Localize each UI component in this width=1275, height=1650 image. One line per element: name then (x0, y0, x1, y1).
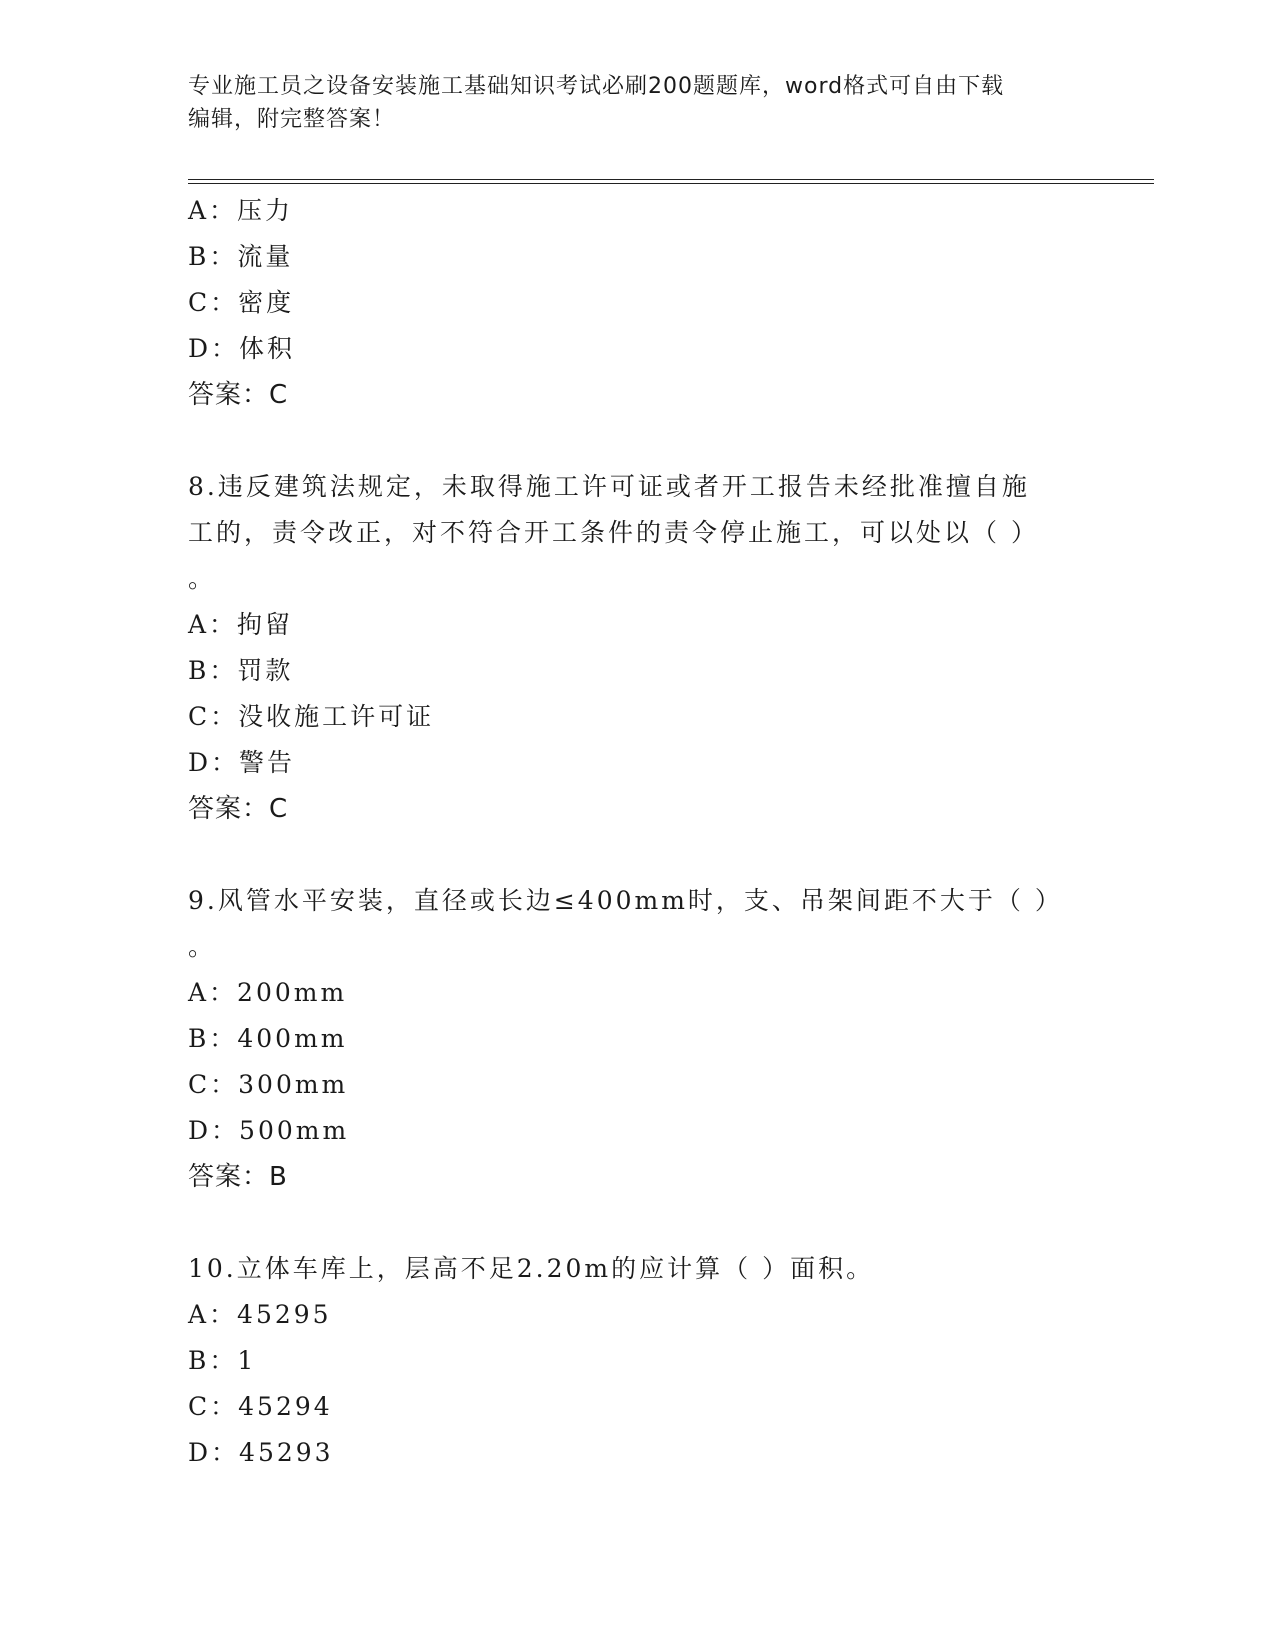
answer: 答案：B (188, 1162, 288, 1192)
option-b: B：流量 (188, 242, 294, 271)
question-8 (188, 464, 1068, 832)
question-text-line-1: 9.风管水平安装，直径或长边≤400mm时，支、吊架间距不大于（ ） (188, 886, 1063, 915)
answer: 答案：C (188, 794, 289, 824)
option-b: B：1 (188, 1346, 257, 1375)
question-text-line-1: 10.立体车库上，层高不足2.20m的应计算（ ）面积。 (188, 1254, 875, 1283)
option-a: A：45295 (188, 1300, 332, 1329)
question-text-line-1: 8.违反建筑法规定，未取得施工许可证或者开工报告未经批准擅自施 (188, 472, 1030, 501)
question-list (188, 188, 1068, 1476)
option-d: D：45293 (188, 1438, 334, 1467)
option-c: C：45294 (188, 1392, 333, 1421)
option-c: C：密度 (188, 288, 295, 317)
question-text-line-2: 。 (188, 932, 217, 961)
spacer (188, 832, 1068, 878)
option-a: A：压力 (188, 196, 294, 225)
option-d: D：警告 (188, 748, 296, 777)
spacer (188, 418, 1068, 464)
option-a: A：200mm (188, 978, 348, 1007)
question-7 (188, 188, 1068, 418)
question-10 (188, 1246, 1068, 1476)
option-b: B：罚款 (188, 656, 294, 685)
question-text-line-2: 工的，责令改正，对不符合开工条件的责令停止施工，可以处以（ ） (188, 518, 1039, 547)
header-title-line-1: 专业施工员之设备安装施工基础知识考试必刷200题题库，word格式可自由下载 (188, 74, 1005, 99)
spacer (188, 1200, 1068, 1246)
option-a: A：拘留 (188, 610, 294, 639)
option-c: C：没收施工许可证 (188, 702, 435, 731)
header-rule-bottom (188, 183, 1154, 184)
header-rule-top (188, 179, 1154, 180)
header-title-line-2: 编辑，附完整答案！ (188, 107, 396, 132)
question-text-line-3: 。 (188, 564, 217, 593)
option-d: D：500mm (188, 1116, 350, 1145)
question-9 (188, 878, 1068, 1200)
option-d: D：体积 (188, 334, 296, 363)
answer: 答案：C (188, 380, 289, 410)
document-header (188, 70, 1068, 136)
option-c: C：300mm (188, 1070, 349, 1099)
option-b: B：400mm (188, 1024, 348, 1053)
